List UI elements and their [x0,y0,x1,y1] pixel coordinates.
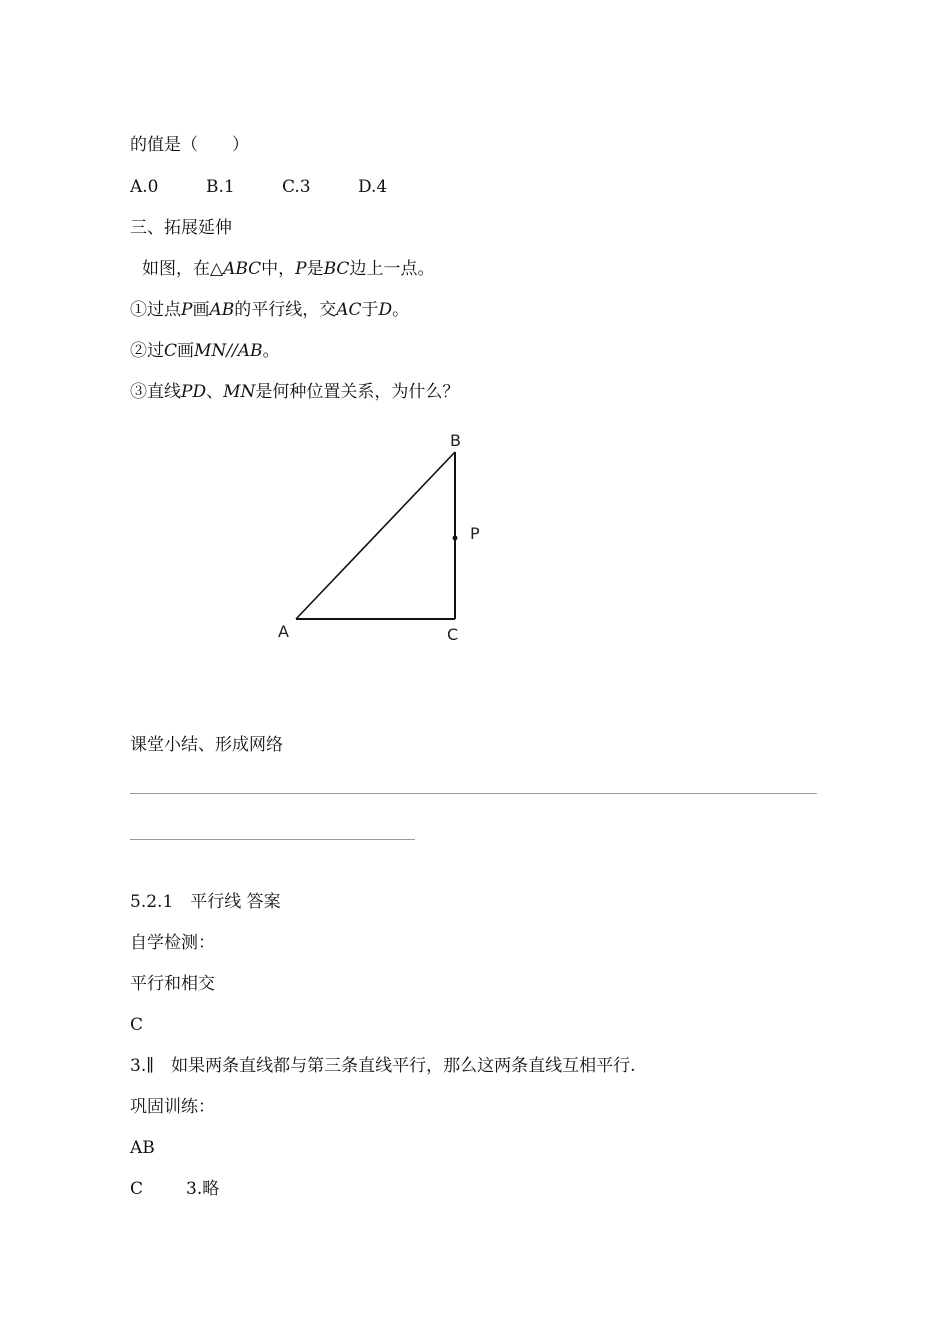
summary-blank-line-1 [130,793,817,794]
label-p: P [470,524,480,543]
consolidate-answer-1: AB [130,1138,155,1158]
step1-text-3: 的平行线，交 [234,300,337,320]
step1-point-p: P [181,300,193,320]
self-check-answer-3: 3.∥ 如果两条直线都与第三条直线平行，那么这两条直线互相平行. [130,1056,636,1076]
step1-segment-ab: AB [209,300,235,320]
intro-text-4: 边上一点。 [349,259,435,279]
option-c: C.3 [282,177,311,197]
intro-text-2: 中， [261,259,296,279]
triangle-figure [270,425,500,650]
intro-triangle: ABC [223,259,262,279]
step2-text-4: 。 [262,341,280,361]
step2-parallel-sign: // [226,341,238,361]
step1-point-d: D [378,300,393,320]
step1-segment-ac: AC [336,300,362,320]
step3-line-pd: PD [181,382,207,402]
answer-options [130,176,387,198]
step2-text-2: 画 [177,341,195,361]
step2-point-c: C [164,341,178,361]
answers-title: 5.2.1 平行线 答案 [130,892,281,912]
step2-line-mn: MN [194,341,227,361]
step1-text-4: 于 [361,300,379,320]
intro-text-1: 如图，在△ [142,259,224,279]
step1-text-2: 画 [192,300,210,320]
label-b: B [450,431,461,450]
extension-intro [142,258,434,280]
consolidate-answer-2a: C [130,1179,144,1199]
summary-blank-line-2 [130,839,415,840]
option-b: B.1 [206,177,235,197]
point-p-dot [453,536,458,541]
step3-text-3: 是何种位置关系，为什么？ [255,382,460,402]
intro-segment-bc: BC [323,259,350,279]
step1-text-5: 。 [392,300,410,320]
step3-line-mn: MN [223,382,256,402]
step3-text-1: ③直线 [130,382,181,402]
self-check-heading: 自学检测： [130,933,215,953]
step2-segment-ab: AB [237,341,263,361]
label-c: C [447,625,459,644]
self-check-answer-1: 平行和相交 [130,974,215,994]
extension-step-1 [130,299,409,321]
summary-heading: 课堂小结、形成网络 [130,735,283,755]
extension-step-2 [130,340,280,362]
extension-step-3 [130,381,459,403]
self-check-answer-2: C [130,1015,144,1035]
consolidate-answer-2 [130,1178,219,1200]
intro-text-3: 是 [306,259,324,279]
option-a: A.0 [130,177,159,197]
intro-point-p: P [295,259,307,279]
segment-ab [296,452,455,619]
question-tail: 的值是（ ） [130,135,249,155]
consolidate-heading: 巩固训练： [130,1097,215,1117]
consolidate-answer-3: 3.略 [186,1179,220,1199]
extension-heading: 三、拓展延伸 [130,218,232,238]
step2-text-1: ②过 [130,341,164,361]
option-d: D.4 [358,177,388,197]
step3-text-2: 、 [206,382,224,402]
step1-text-1: ①过点 [130,300,181,320]
label-a: A [278,622,289,641]
